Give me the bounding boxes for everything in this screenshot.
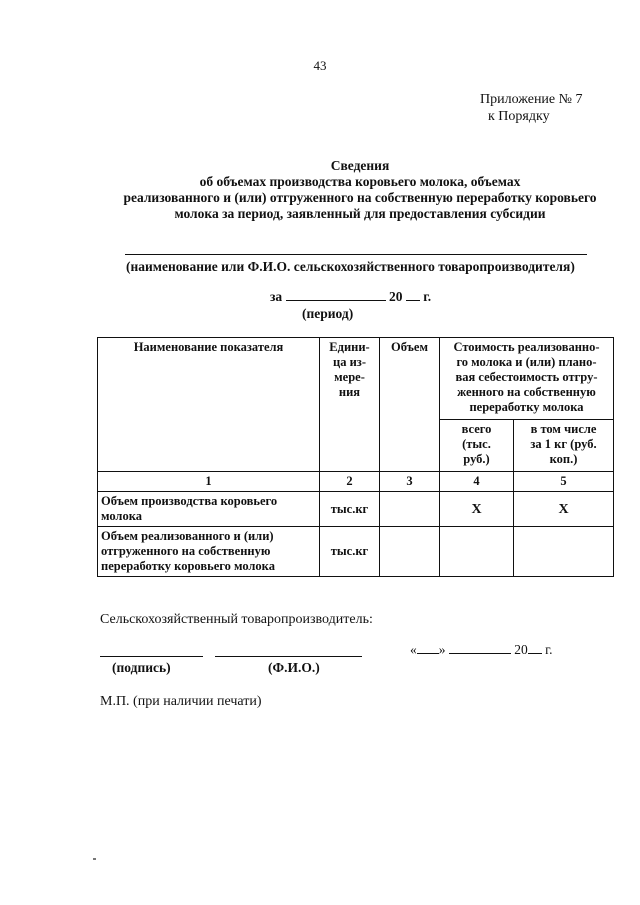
date-year-suffix: г.: [545, 642, 553, 657]
appendix-order: к Порядку: [488, 109, 550, 124]
appendix-reference: [480, 91, 583, 125]
row-volume: [380, 492, 440, 527]
period-prefix: за: [270, 289, 283, 304]
signature-caption: (подпись): [112, 660, 171, 675]
period-blank: [286, 300, 386, 301]
full-name-caption: (Ф.И.О.): [268, 660, 320, 675]
date-month-blank: [449, 641, 511, 654]
period-year-suffix: г.: [423, 289, 432, 304]
title-line-3: реализованного и (или) отгруженного на собственную переработку коровьего: [123, 190, 597, 205]
date-open-quote: «: [410, 642, 417, 657]
date-year-blank: [528, 641, 542, 654]
row-per-kg: [514, 527, 614, 577]
producer-caption: (наименование или Ф.И.О. сельскохозяйственного товаропроизводителя): [126, 259, 575, 274]
title-line-4: молока за период, заявленный для предоставления субсидии: [174, 206, 546, 221]
period-caption: (период): [302, 306, 354, 321]
date-line: [410, 641, 553, 658]
title-line-1: Сведения: [330, 158, 390, 173]
row-indicator: Объем производства коровьего молока: [98, 492, 320, 527]
header-indicator: Наименование показателя: [98, 338, 320, 472]
row-unit: тыс.кг: [320, 492, 380, 527]
column-number-3: 3: [380, 472, 440, 492]
column-number-5: 5: [514, 472, 614, 492]
header-row: [98, 338, 614, 420]
period-year-prefix: 20: [388, 289, 403, 304]
row-total: Х: [440, 492, 514, 527]
scan-speck: [93, 858, 96, 860]
stamp-note: М.П. (при наличии печати): [100, 694, 262, 709]
period-line: [270, 289, 431, 305]
date-year-prefix: 20: [514, 642, 528, 657]
date-day-blank: [417, 641, 439, 654]
period-year-blank: [406, 300, 420, 301]
page-number: 43: [313, 58, 327, 73]
header-volume: Объем: [380, 338, 440, 472]
column-number-row: [98, 472, 614, 492]
row-total: [440, 527, 514, 577]
header-total: всего (тыс. руб.): [440, 420, 514, 472]
report-table: [97, 337, 614, 577]
row-indicator: Объем реализованного и (или) отгруженного на собственную переработку коровьего молока: [98, 527, 320, 577]
column-number-4: 4: [440, 472, 514, 492]
full-name-line: [215, 656, 362, 657]
column-number-2: 2: [320, 472, 380, 492]
title-line-2: об объемах производства коровьего молока, объемах: [199, 174, 521, 189]
header-per-kg: в том числе за 1 кг (руб. коп.): [514, 420, 614, 472]
column-number-1: 1: [98, 472, 320, 492]
row-per-kg: Х: [514, 492, 614, 527]
header-cost: Стоимость реализованно- го молока и (или) плано- вая себестоимость отгру- женного на собственную переработку молока: [440, 338, 614, 420]
row-volume: [380, 527, 440, 577]
producer-name-line: [125, 254, 587, 255]
row-unit: тыс.кг: [320, 527, 380, 577]
signature-line: [100, 656, 203, 657]
producer-label: Сельскохозяйственный товаропроизводитель:: [100, 612, 373, 627]
document-title: [80, 158, 640, 222]
header-unit: Едини- ца из- мере- ния: [320, 338, 380, 472]
appendix-number: Приложение № 7: [480, 92, 583, 107]
table-row: [98, 527, 614, 577]
date-close-quote: »: [438, 642, 446, 657]
table-row: [98, 492, 614, 527]
